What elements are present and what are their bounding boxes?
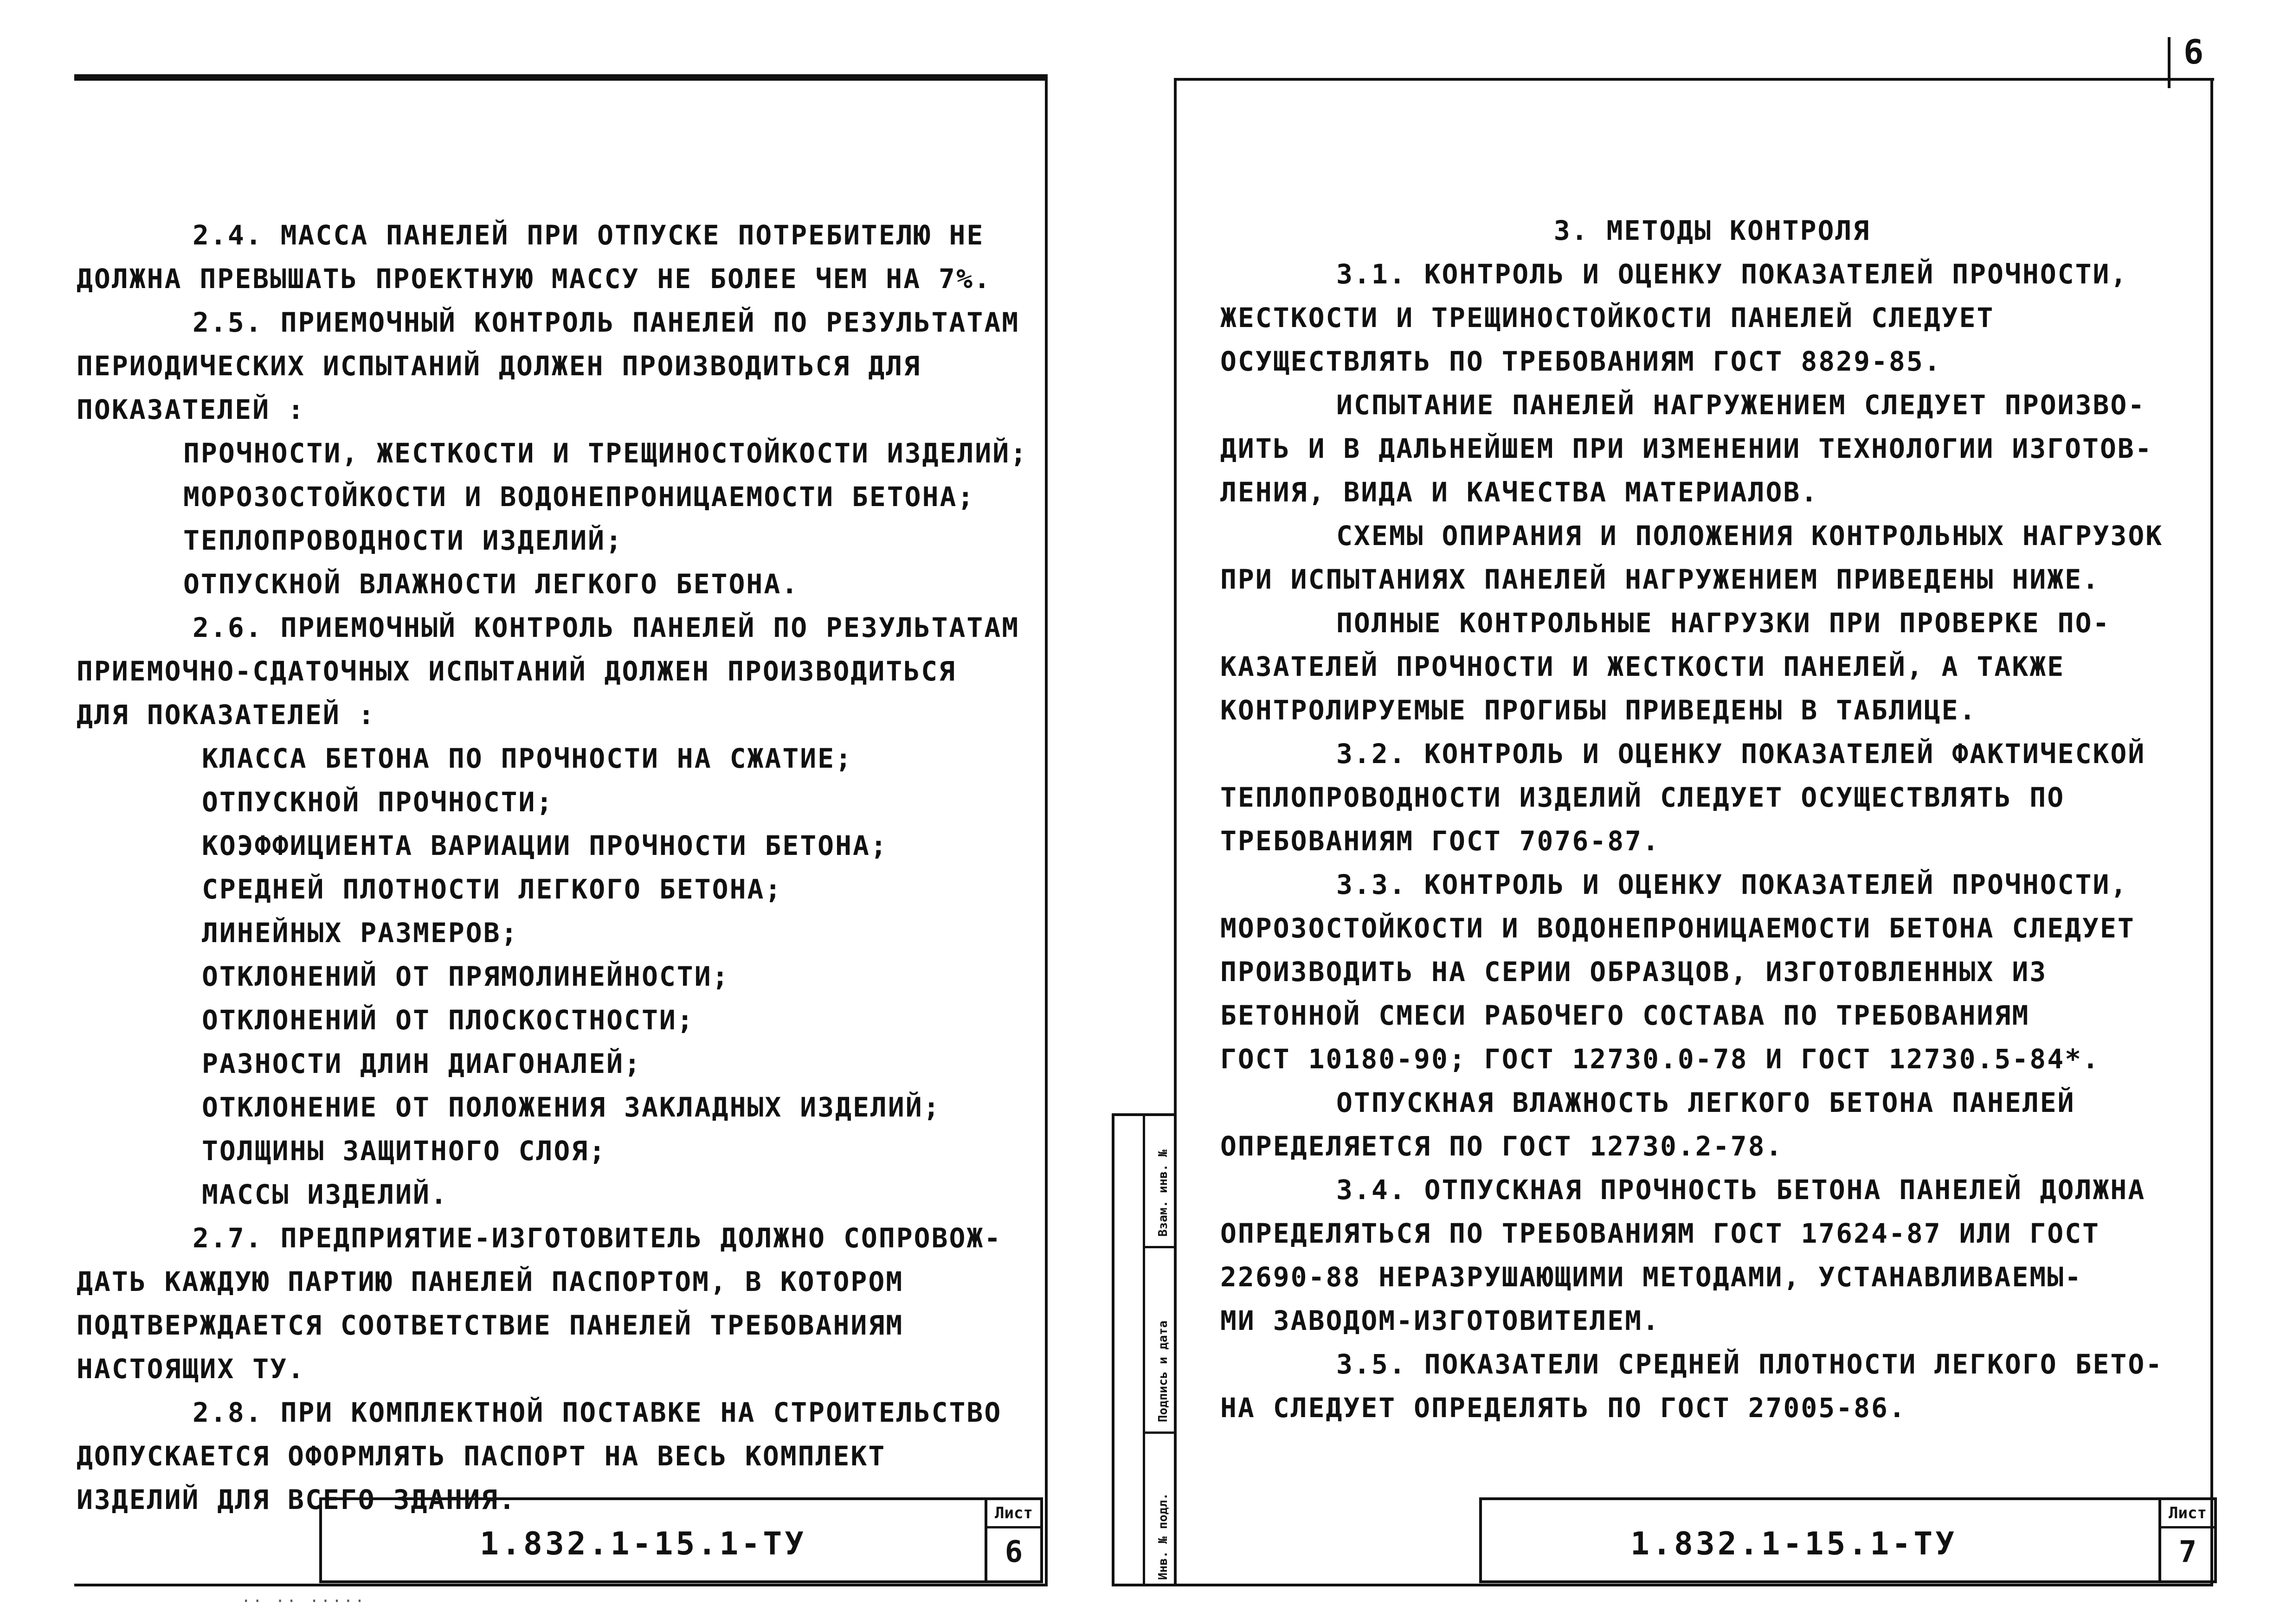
text-line: НАСТОЯЩИХ ТУ. (77, 1353, 305, 1385)
text-line: ДОЛЖНА ПРЕВЫШАТЬ ПРОЕКТНУЮ МАССУ НЕ БОЛЕЕ ЧЕМ НА 7%. (77, 263, 992, 295)
binding-sidebar (1112, 1113, 1174, 1586)
text-line: КЛАССА БЕТОНА ПО ПРОЧНОСТИ НА СЖАТИЕ; (202, 743, 853, 774)
text-line: ТЕПЛОПРОВОДНОСТИ ИЗДЕЛИЙ; (183, 525, 623, 556)
sidebar-label-replace: Взам. инв. № (1156, 1149, 1170, 1237)
text-line: ОТПУСКНОЙ ВЛАЖНОСТИ ЛЕГКОГО БЕТОНА. (183, 568, 799, 600)
text-line: ПРИЕМОЧНО-СДАТОЧНЫХ ИСПЫТАНИЙ ДОЛЖЕН ПРОИЗВОДИТЬСЯ (77, 655, 956, 687)
text-line: 2.5. ПРИЕМОЧНЫЙ КОНТРОЛЬ ПАНЕЛЕЙ ПО РЕЗУЛЬТАТАМ (193, 307, 1020, 338)
sheet-number: 7 (2178, 1535, 2197, 1569)
right-page-text (1220, 209, 2204, 1430)
text-line: ТЕПЛОПРОВОДНОСТИ ИЗДЕЛИЙ СЛЕДУЕТ ОСУЩЕСТВЛЯТЬ ПО (1220, 782, 2065, 813)
text-line: 3.5. ПОКАЗАТЕЛИ СРЕДНЕЙ ПЛОТНОСТИ ЛЕГКОГО БЕТО- (1336, 1348, 2164, 1380)
text-line: 2.6. ПРИЕМОЧНЫЙ КОНТРОЛЬ ПАНЕЛЕЙ ПО РЕЗУЛЬТАТАМ (193, 612, 1020, 643)
text-line: ЛЕНИЯ, ВИДА И КАЧЕСТВА МАТЕРИАЛОВ. (1220, 476, 1819, 508)
text-line: 2.4. МАССА ПАНЕЛЕЙ ПРИ ОТПУСКЕ ПОТРЕБИТЕЛЮ НЕ (193, 219, 985, 251)
text-line: 2.8. ПРИ КОМПЛЕКТНОЙ ПОСТАВКЕ НА СТРОИТЕЛЬСТВО (193, 1397, 1002, 1428)
text-line: БЕТОННОЙ СМЕСИ РАБОЧЕГО СОСТАВА ПО ТРЕБОВАНИЯМ (1220, 1000, 2030, 1031)
sidebar-label-inv: Инв. № подл. (1156, 1493, 1170, 1580)
text-line: СРЕДНЕЙ ПЛОТНОСТИ ЛЕГКОГО БЕТОНА; (202, 873, 783, 905)
text-line: ПРИ ИСПЫТАНИЯХ ПАНЕЛЕЙ НАГРУЖЕНИЕМ ПРИВЕДЕНЫ НИЖЕ. (1220, 564, 2100, 595)
text-line: МОРОЗОСТОЙКОСТИ И ВОДОНЕПРОНИЦАЕМОСТИ БЕТОНА; (183, 481, 975, 513)
text-line: ТОЛЩИНЫ ЗАЩИТНОГО СЛОЯ; (202, 1135, 607, 1167)
scan-artifact: ·· ·· ····· (241, 1592, 367, 1611)
text-line: ДИТЬ И В ДАЛЬНЕЙШЕМ ПРИ ИЗМЕНЕНИИ ТЕХНОЛОГИИ ИЗГОТОВ- (1220, 433, 2153, 464)
text-line: НА СЛЕДУЕТ ОПРЕДЕЛЯТЬ ПО ГОСТ 27005-86. (1220, 1392, 1906, 1424)
text-line: ИСПЫТАНИЕ ПАНЕЛЕЙ НАГРУЖЕНИЕМ СЛЕДУЕТ ПРОИЗВО- (1336, 389, 2146, 421)
text-line: ПОКАЗАТЕЛЕЙ : (77, 394, 305, 425)
text-line: ПРОЧНОСТИ, ЖЕСТКОСТИ И ТРЕЩИНОСТОЙКОСТИ ИЗДЕЛИЙ; (183, 437, 1028, 469)
sheet-number: 6 (1005, 1535, 1023, 1569)
document-code: 1.832.1-15.1-ТУ (480, 1526, 807, 1562)
text-line: ОТКЛОНЕНИЕ ОТ ПОЛОЖЕНИЯ ЗАКЛАДНЫХ ИЗДЕЛИЙ; (202, 1091, 941, 1123)
section-title: 3. МЕТОДЫ КОНТРОЛЯ (1553, 215, 1871, 246)
sheet-cell (2158, 1500, 2214, 1580)
text-line: ЖЕСТКОСТИ И ТРЕЩИНОСТОЙКОСТИ ПАНЕЛЕЙ СЛЕДУЕТ (1220, 302, 1995, 334)
right-title-block (1479, 1497, 2217, 1583)
text-line: ОПРЕДЕЛЯТЬСЯ ПО ТРЕБОВАНИЯМ ГОСТ 17624-87 ИЛИ ГОСТ (1220, 1218, 2100, 1249)
text-line: ОТКЛОНЕНИЙ ОТ ПРЯМОЛИНЕЙНОСТИ; (202, 961, 730, 992)
document-code: 1.832.1-15.1-ТУ (1630, 1526, 1958, 1562)
text-line: 22690-88 НЕРАЗРУШАЮЩИМИ МЕТОДАМИ, УСТАНАВЛИВАЕМЫ- (1220, 1261, 2083, 1293)
text-line: 3.1. КОНТРОЛЬ И ОЦЕНКУ ПОКАЗАТЕЛЕЙ ПРОЧНОСТИ, (1336, 258, 2128, 290)
text-line: МИ ЗАВОДОМ-ИЗГОТОВИТЕЛЕМ. (1220, 1305, 1660, 1336)
text-line: ОСУЩЕСТВЛЯТЬ ПО ТРЕБОВАНИЯМ ГОСТ 8829-85. (1220, 346, 1942, 377)
text-line: ОТПУСКНОЙ ПРОЧНОСТИ; (202, 786, 554, 818)
text-line: 3.2. КОНТРОЛЬ И ОЦЕНКУ ПОКАЗАТЕЛЕЙ ФАКТИЧЕСКОЙ (1336, 738, 2146, 770)
text-line: ТРЕБОВАНИЯМ ГОСТ 7076-87. (1220, 825, 1660, 857)
text-line: ОПРЕДЕЛЯЕТСЯ ПО ГОСТ 12730.2-78. (1220, 1130, 1784, 1162)
text-line: ДАТЬ КАЖДУЮ ПАРТИЮ ПАНЕЛЕЙ ПАСПОРТОМ, В КОТОРОМ (77, 1266, 904, 1297)
text-line: ДОПУСКАЕТСЯ ОФОРМЛЯТЬ ПАСПОРТ НА ВЕСЬ КОМПЛЕКТ (77, 1440, 886, 1472)
text-line: ДЛЯ ПОКАЗАТЕЛЕЙ : (77, 699, 376, 731)
text-line: ПОДТВЕРЖДАЕТСЯ СООТВЕТСТВИЕ ПАНЕЛЕЙ ТРЕБОВАНИЯМ (77, 1309, 904, 1341)
text-line: 2.7. ПРЕДПРИЯТИЕ-ИЗГОТОВИТЕЛЬ ДОЛЖНО СОПРОВОЖ- (193, 1222, 1002, 1254)
text-line: ПОЛНЫЕ КОНТРОЛЬНЫЕ НАГРУЗКИ ПРИ ПРОВЕРКЕ ПО- (1336, 607, 2111, 639)
text-line: СХЕМЫ ОПИРАНИЯ И ПОЛОЖЕНИЯ КОНТРОЛЬНЫХ НАГРУЗОК (1336, 520, 2164, 552)
text-line: ПЕРИОДИЧЕСКИХ ИСПЫТАНИЙ ДОЛЖЕН ПРОИЗВОДИТЬСЯ ДЛЯ (77, 350, 921, 382)
text-line: МАССЫ ИЗДЕЛИЙ. (202, 1179, 448, 1210)
text-line: ИЗДЕЛИЙ ДЛЯ ВСЕГО ЗДАНИЯ. (77, 1484, 516, 1515)
text-line: 3.4. ОТПУСКНАЯ ПРОЧНОСТЬ БЕТОНА ПАНЕЛЕЙ ДОЛЖНА (1336, 1174, 2146, 1206)
text-line: КОЭФФИЦИЕНТА ВАРИАЦИИ ПРОЧНОСТИ БЕТОНА; (202, 830, 888, 861)
left-title-block (319, 1497, 1043, 1583)
text-line: КОНТРОЛИРУЕМЫЕ ПРОГИБЫ ПРИВЕДЕНЫ В ТАБЛИЦЕ. (1220, 694, 1977, 726)
sidebar-strip (1114, 1116, 1145, 1584)
text-line: ГОСТ 10180-90; ГОСТ 12730.0-78 И ГОСТ 12730.5-84*. (1220, 1043, 2100, 1075)
sheet-label: Лист (987, 1500, 1040, 1528)
text-line: 3.3. КОНТРОЛЬ И ОЦЕНКУ ПОКАЗАТЕЛЕЙ ПРОЧНОСТИ, (1336, 869, 2128, 900)
text-line: ОТПУСКНАЯ ВЛАЖНОСТЬ ЛЕГКОГО БЕТОНА ПАНЕЛЕЙ (1336, 1087, 2075, 1118)
corner-sheet-number: 6 (2183, 32, 2204, 71)
text-line: ЛИНЕЙНЫХ РАЗМЕРОВ; (202, 917, 519, 949)
text-line: МОРОЗОСТОЙКОСТИ И ВОДОНЕПРОНИЦАЕМОСТИ БЕТОНА СЛЕДУЕТ (1220, 912, 2135, 944)
sheet-label: Лист (2161, 1500, 2214, 1528)
text-line: ПРОИЗВОДИТЬ НА СЕРИИ ОБРАЗЦОВ, ИЗГОТОВЛЕННЫХ ИЗ (1220, 956, 2048, 988)
sheet-cell (985, 1500, 1040, 1580)
sidebar-divider (1145, 1246, 1177, 1248)
text-line: ОТКЛОНЕНИЙ ОТ ПЛОСКОСТНОСТИ; (202, 1004, 695, 1036)
text-line: КАЗАТЕЛЕЙ ПРОЧНОСТИ И ЖЕСТКОСТИ ПАНЕЛЕЙ, А ТАКЖЕ (1220, 651, 2065, 682)
sidebar-divider (1145, 1431, 1177, 1434)
text-line: РАЗНОСТИ ДЛИН ДИАГОНАЛЕЙ; (202, 1048, 642, 1079)
sidebar-label-sign: Подпись и дата (1156, 1320, 1170, 1422)
left-page-text (77, 213, 1032, 1521)
